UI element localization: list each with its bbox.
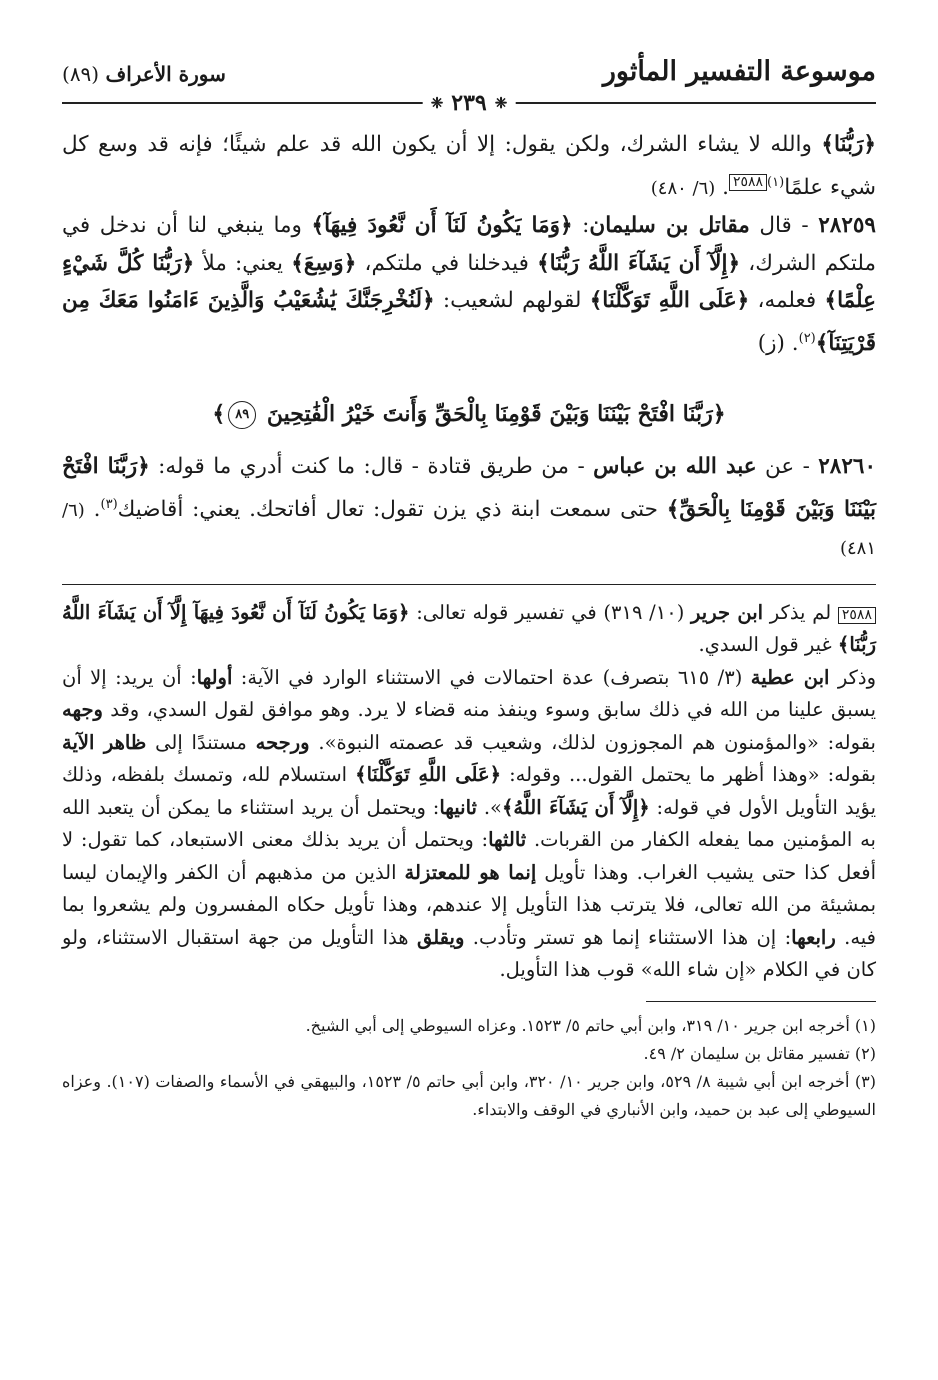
quran-quote: ﴿عَلَى اللَّهِ تَوَكَّلْنَا﴾ — [589, 288, 750, 314]
quran-quote: ﴿وَمَا يَكُونُ لَنَآ أَن نَّعُودَ فِيهَآ إِلَّآ أَن يَشَآءَ اللَّهُ رَبُّنَا﴾ — [62, 600, 876, 657]
quran-quote: ﴿وَمَا يَكُونُ لَنَآ أَن نَّعُودَ فِيهَآ﴾ — [311, 213, 573, 239]
quran-quote: ﴿رَبَّنَا افْتَحْ بَيْنَنَا وَبَيْنَ قَوْمِنَا بِالْحَقِّ﴾ — [62, 454, 876, 522]
narrator-name: مقاتل بن سليمان — [589, 213, 750, 239]
bold-term: رابعها — [791, 925, 836, 949]
text-run: بقوله: «وهذا أظهر ما يحتمل القول... وقوله: — [501, 763, 876, 787]
text-run: (٣/ ٦١٥ بتصرف) عدة احتمالات في الاستثناء الوارد في الآية: — [232, 665, 751, 689]
report-number: ٢٨٢٥٩ — [818, 213, 876, 239]
surah-name: سورة الأعراف — [105, 62, 226, 86]
volume-page-ref: (٦/ ٤٨١) — [62, 499, 876, 560]
footnotes — [62, 1012, 876, 1124]
footnote: (١) أخرجه ابن جرير ١٠/ ٣١٩، وابن أبي حاتم ٥/ ١٥٢٣. وعزاه السيوطي إلى أبي الشيخ. — [305, 1015, 876, 1035]
ornament-icon: ❈ — [430, 94, 444, 112]
text-run: الذين من مذهبهم أن الكفر والإيمان ليسا بمشيئة من الله تعالى، فلا يترتب هذا التأويل إلا عندهم، وهذا تأويل حكاه المفسرون ولم يشعروا بما فيه. — [62, 860, 876, 949]
text-run: : ويحتمل أن يريد بذلك معنى الاستبعاد، كما تقول: لا أفعل كذا حتى يشيب الغراب. وهذا تأويل — [62, 828, 876, 884]
text-run: مستندًا إلى — [146, 730, 256, 754]
quran-quote: ﴿رَبُّنَا كُلَّ شَيْءٍ عِلْمًا﴾ — [62, 250, 876, 314]
report-number: ٢٨٢٦٠ — [818, 454, 876, 480]
footnote: (٣) أخرجه ابن أبي شيبة ٨/ ٥٢٩، وابن جرير ١٠/ ٣٢٠، وابن أبي حاتم ٥/ ١٥٢٣، والبيهقي في الأسماء والصفات (١٠٧). وعزاه السيوطي إلى عبد بن حميد، وابن الأنباري في الوقف والابتداء. — [62, 1071, 877, 1119]
bold-term: إنما هو للمعتزلة — [404, 860, 537, 884]
text-run: : — [572, 213, 590, 239]
text-run: - قال — [749, 213, 819, 239]
text-run: والله لا يشاء الشرك، ولكن يقول: إلا أن يكون الله قد علم شيئًا؛ فإنه قد وسع كل شيء علمًا — [62, 132, 876, 200]
divider — [62, 584, 876, 585]
page-number-block — [423, 90, 516, 116]
book-title: موسوعة التفسير المأثور — [602, 56, 876, 87]
book-page — [62, 52, 876, 1342]
footnote-ref: (١) — [767, 174, 785, 190]
verse-text: ﴿رَبَّنَا افْتَحْ بَيْنَنَا وَبَيْنَ قَوْمِنَا بِالْحَقِّ وَأَنتَ خَيْرُ الْفَٰتِحِينَ — [266, 401, 726, 428]
ayah-number: (٨٩) — [62, 62, 100, 86]
footnote: (٢) تفسير مقاتل بن سليمان ٢/ ٤٩. — [643, 1043, 876, 1063]
text-run: لقولهم لشعيب: — [434, 288, 590, 314]
narrator-name: عبد الله بن عباس — [593, 454, 757, 480]
text-run: يعني: ملأ — [194, 250, 292, 276]
bold-term: وجهه — [62, 698, 103, 722]
footnote-divider — [646, 1001, 876, 1002]
bold-term: ظاهر الآية — [62, 730, 147, 754]
footnote-ref: (٢) — [798, 330, 816, 346]
volume-page-ref: (٦/ ٤٨٠) — [650, 177, 716, 199]
bold-term: ويقلق — [416, 925, 465, 949]
commentary-ref-box: ٢٥٨٨ — [729, 174, 767, 191]
intro-paragraph — [62, 126, 876, 207]
verse-bracket: ﴾ — [212, 401, 226, 428]
quran-quote: ﴿وَسِعَ﴾ — [291, 250, 357, 276]
main-text — [62, 126, 876, 568]
text-run: . (ز) — [757, 330, 799, 356]
scholar-name: ابن عطية — [750, 665, 830, 689]
text-run: : إن هذا الاستثناء إنما هو تستر وتأدب. — [464, 925, 792, 949]
text-run: فعلمه، — [749, 288, 825, 314]
page-number: ٢٣٩ — [451, 90, 487, 116]
text-run: - عن — [756, 454, 819, 480]
text-run: وما ينبغي لنا أن ندخل في ملتكم الشرك، — [62, 213, 877, 276]
text-run: بقوله: «والمؤمنون هم المجوزون لذلك، وشعيب قد عصمته النبوة». — [309, 730, 876, 754]
bold-term: ورجحه — [255, 730, 310, 754]
quran-quote: ﴿عَلَى اللَّهِ تَوَكَّلْنَا﴾ — [355, 763, 502, 787]
scholar-name: ابن جرير — [691, 600, 764, 624]
text-run: فيدخلنا في ملتكم، — [356, 250, 538, 276]
text-run: استسلام لله، وتمسك بلفظه، وذلك يؤيد التأويل الأول في قوله: — [62, 763, 877, 819]
verse-number-badge: ٨٩ — [228, 401, 256, 429]
text-run: ». — [476, 795, 502, 819]
entry-28259 — [62, 207, 876, 362]
running-header — [62, 52, 876, 116]
quran-quote: ﴿إِلَّآ أَن يَشَآءَ اللَّهُ﴾ — [501, 795, 650, 819]
text-run: (١٠/ ٣١٩) في تفسير قوله تعالى: — [409, 600, 692, 624]
entry-28260 — [62, 448, 876, 568]
text-run: حتى سمعت ابنة ذي يزن تقول: تعال أفاتحك. يعني: أقاضيك — [117, 496, 667, 522]
text-run: - من طريق قتادة - قال: ما كنت أدري ما قوله: — [149, 454, 594, 480]
bold-term: أولها — [196, 665, 233, 689]
verse-heading — [62, 394, 876, 434]
text-run: : ويحتمل أن يريد استثناء ما يمكن أن يتعبد الله به المؤمنين مما يفعله الكفار من القربات. — [62, 795, 876, 852]
commentary-paragraph — [62, 597, 876, 662]
commentary-section — [62, 597, 876, 987]
quran-quote: ﴿إِلَّآ أَن يَشَآءَ اللَّهُ رَبُّنَا﴾ — [537, 250, 741, 276]
text-run: هذا التأويل من جهة استقبال الاستثناء، ولو كان في الكلام «إن شاء الله» قوب هذا التأويل. — [62, 925, 876, 982]
commentary-paragraph — [62, 662, 876, 987]
commentary-ref-box: ٢٥٨٨ — [838, 607, 876, 624]
surah-reference — [62, 62, 226, 86]
text-run: لم يذكر — [763, 600, 838, 624]
quran-quote: ﴿لَنُخْرِجَنَّكَ يَٰشُعَيْبُ وَالَّذِينَ ءَامَنُوا مَعَكَ مِن قَرْيَتِنَآ﴾ — [62, 288, 876, 356]
footnote-ref: (٣) — [100, 496, 118, 512]
bold-term: ثالثها — [488, 828, 527, 852]
text-run: وذكر — [829, 665, 876, 689]
bold-term: ثانيها — [439, 795, 477, 819]
quran-quote: ﴿رَبُّنَا﴾ — [821, 132, 876, 157]
text-run: . — [715, 174, 729, 200]
text-run: : أن يريد: إلا أن يسبق علينا من الله في ذلك سابق وسوء وينفذ منه قضاء لا يرد. وهو موافق لقول السدي، وقد — [62, 665, 876, 722]
text-run: غير قول السدي. — [698, 633, 838, 657]
ornament-icon: ❈ — [494, 94, 508, 112]
text-run: . — [84, 496, 101, 522]
